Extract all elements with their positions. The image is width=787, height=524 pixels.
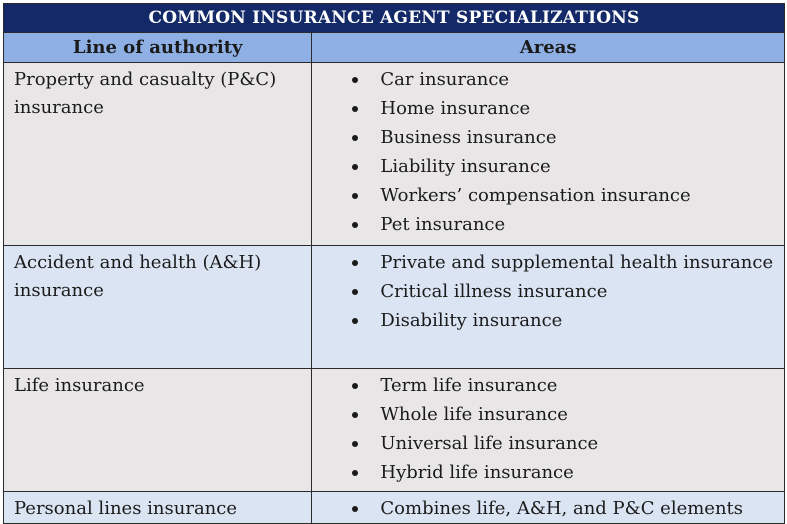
list-item: Car insurance (312, 65, 784, 94)
header-areas: Areas (312, 33, 785, 63)
table-title-row (4, 4, 785, 33)
header-line-of-authority: Line of authority (4, 33, 312, 63)
areas-list (312, 246, 784, 335)
list-item: Pet insurance (312, 210, 784, 239)
specializations-table (3, 3, 785, 524)
areas-cell (312, 246, 785, 369)
list-item: Disability insurance (312, 306, 784, 335)
table-row (4, 63, 785, 246)
areas-list (312, 492, 784, 523)
list-item: Private and supplemental health insurance (312, 248, 784, 277)
line-of-authority-cell: Personal lines insurance (4, 492, 312, 524)
table-row (4, 369, 785, 492)
areas-list (312, 63, 784, 239)
areas-cell (312, 63, 785, 246)
list-item: Business insurance (312, 123, 784, 152)
list-item: Home insurance (312, 94, 784, 123)
list-item: Whole life insurance (312, 400, 784, 429)
specializations-table-wrapper (3, 3, 785, 524)
list-item: Liability insurance (312, 152, 784, 181)
line-of-authority-cell: Life insurance (4, 369, 312, 492)
list-item: Term life insurance (312, 371, 784, 400)
areas-cell (312, 492, 785, 524)
list-item: Critical illness insurance (312, 277, 784, 306)
line-of-authority-cell: Accident and health (A&H) insurance (4, 246, 312, 369)
table-row (4, 246, 785, 369)
table-row (4, 492, 785, 524)
table-header-row (4, 33, 785, 63)
areas-list (312, 369, 784, 487)
list-item: Combines life, A&H, and P&C elements (312, 494, 784, 523)
areas-cell (312, 369, 785, 492)
line-of-authority-cell: Property and casualty (P&C) insurance (4, 63, 312, 246)
list-item: Hybrid life insurance (312, 458, 784, 487)
list-item: Workers’ compensation insurance (312, 181, 784, 210)
table-title: COMMON INSURANCE AGENT SPECIALIZATIONS (4, 4, 785, 33)
list-item: Universal life insurance (312, 429, 784, 458)
